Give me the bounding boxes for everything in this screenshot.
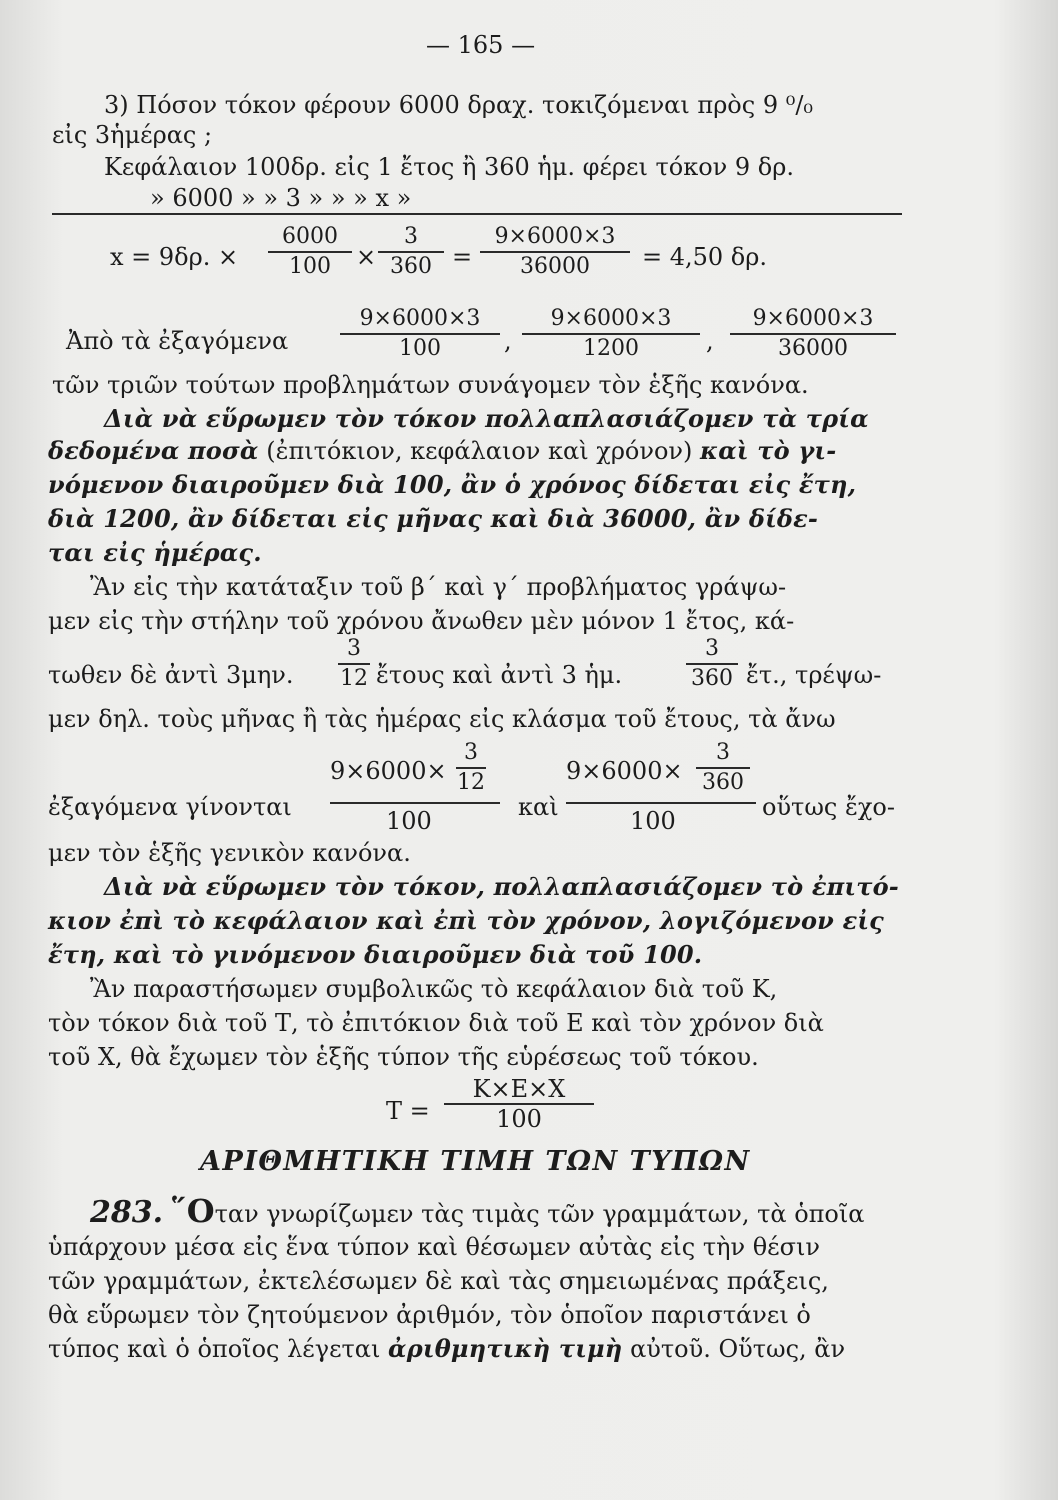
rule1-line-1: Διὰ νὰ εὕρωμεν τὸν τόκον πολλαπλασιάζομεν τὰ τρία — [104, 404, 869, 433]
condition-line: » 6000 » » 3 » » » x » — [150, 184, 412, 212]
para3-line-2: τὸν τόκον διὰ τοῦ Τ, τὸ ἐπιτόκιον διὰ τοῦ Ε καὶ τὸν χρόνον διὰ — [48, 1009, 824, 1037]
para3-line-1: Ἂν παραστήσωμεν συμβολικῶς τὸ κεφάλαιον διὰ τοῦ Κ, — [90, 975, 778, 1003]
para2-fraction-days: 3 360 — [686, 636, 738, 692]
para2-line-2: μεν εἰς τὴν στήλην τοῦ χρόνου ἄνωθεν μὲν μόνον 1 ἔτος, κά- — [48, 607, 795, 635]
comma-2: , — [706, 327, 714, 355]
separator-rule — [52, 213, 902, 215]
rule1-line-4: διὰ 1200, ἂν δίδεται εἰς μῆνας καὶ διὰ 36000, ἂν δίδε- — [48, 504, 819, 533]
interest-formula: Κ×Ε×Χ 100 — [444, 1076, 594, 1132]
results-line-2: τῶν τριῶν τούτων προβλημάτων συνάγομεν τὸν ἑξῆς κανόνα. — [52, 371, 809, 399]
equation-equals: = — [452, 243, 473, 271]
page-number: — 165 — — [426, 31, 536, 59]
comma-1: , — [504, 327, 512, 355]
given-line: Κεφάλαιον 100δρ. εἰς 1 ἔτος ἢ 360 ἡμ. φέρει τόκον 9 δρ. — [104, 153, 794, 181]
equation-fraction-2: 3 360 — [378, 224, 444, 280]
section-heading: ΑΡΙΘΜΗΤΙΚΗ ΤΙΜΗ ΤΩΝ ΤΥΠΩΝ — [200, 1146, 751, 1177]
equation-times: × — [356, 243, 377, 271]
equation-result: = 4,50 δρ. — [642, 243, 767, 271]
para2-line-4: μεν δηλ. τοὺς μῆνας ἢ τὰς ἡμέρας εἰς κλάσμα τοῦ ἔτους, τὰ ἄνω — [48, 705, 836, 733]
para2-and: καὶ — [518, 793, 559, 821]
result-fraction-1: 9×6000×3 100 — [340, 306, 500, 362]
equation-lhs: x = 9δρ. × — [110, 243, 239, 271]
rule1-line-3: νόμενον διαιροῦμεν διὰ 100, ἂν ὁ χρόνος δίδεται εἰς ἔτη, — [48, 470, 857, 499]
result-fraction-2: 9×6000×3 1200 — [522, 306, 700, 362]
para2-expressions-tail: οὕτως ἔχο- — [762, 793, 895, 821]
para2-line-3a: τωθεν δὲ ἀντὶ 3μην. — [48, 661, 294, 689]
para2-line-6: μεν τὸν ἑξῆς γενικὸν κανόνα. — [48, 839, 411, 867]
equation-fraction-3: 9×6000×3 36000 — [480, 224, 630, 280]
section-283-line-1: 283. ῞Οταν γνωρίζωμεν τὰς τιμὰς τῶν γραμμάτων, τὰ ὁποῖα — [90, 1192, 865, 1230]
compound-fraction-1: 9×6000× 3 12 100 — [330, 740, 500, 840]
formula-lhs: Τ = — [386, 1097, 430, 1125]
equation-fraction-1: 6000 100 — [268, 224, 352, 280]
result-fraction-3: 9×6000×3 36000 — [730, 306, 896, 362]
para2-line-3c: ἔτ., τρέψω- — [746, 661, 882, 689]
section-283-line-2: ὑπάρχουν μέσα εἰς ἕνα τύπον καὶ θέσωμεν αὐτὰς εἰς τὴν θέσιν — [48, 1233, 820, 1261]
para2-line-1: Ἂν εἰς τὴν κατάταξιν τοῦ β΄ καὶ γ΄ προβλήματος γράψω- — [90, 573, 787, 601]
drop-letter: ῞Ο — [170, 1192, 215, 1230]
question-line-1: 3) Πόσον τόκον φέρουν 6000 δραχ. τοκιζόμεναι πρὸς 9 ⁰/₀ — [104, 91, 814, 119]
para2-fraction-months: 3 12 — [340, 636, 368, 691]
term-arithmetic-value: ἀριθμητικὴ τιμὴ — [388, 1334, 623, 1363]
para2-expressions-intro: ἐξαγόμενα γίνονται — [48, 793, 292, 821]
rule1-line-5: ται εἰς ἡμέρας. — [48, 538, 262, 567]
section-283-line-3: τῶν γραμμάτων, ἐκτελέσωμεν δὲ καὶ τὰς σημειωμένας πράξεις, — [48, 1267, 829, 1295]
rule2-line-2: κιον ἐπὶ τὸ κεφάλαιον καὶ ἐπὶ τὸν χρόνον, λογιζόμενον εἰς — [48, 906, 884, 935]
section-number: 283. — [90, 1195, 164, 1230]
section-283-line-5: τύπος καὶ ὁ ὁποῖος λέγεται ἀριθμητικὴ τιμὴ αὐτοῦ. Οὕτως, ἂν — [48, 1334, 846, 1363]
question-line-2: εἰς 3ἡμέρας ; — [52, 121, 213, 149]
results-intro: Ἀπὸ τὰ ἐξαγόμενα — [66, 327, 289, 355]
para2-line-3b: ἔτους καὶ ἀντὶ 3 ἡμ. — [376, 661, 623, 689]
para3-line-3: τοῦ Χ, θὰ ἔχωμεν τὸν ἑξῆς τύπον τῆς εὑρέσεως τοῦ τόκου. — [48, 1043, 759, 1071]
section-283-line-4: θὰ εὕρωμεν τὸν ζητούμενον ἀριθμόν, τὸν ὁποῖον παριστάνει ὁ — [48, 1301, 811, 1329]
rule1-line-2: δεδομένα ποσὰ (ἐπιτόκιον, κεφάλαιον καὶ χρόνον) καὶ τὸ γι- — [48, 436, 837, 465]
compound-fraction-2: 9×6000× 3 360 100 — [566, 740, 756, 840]
rule2-line-1: Διὰ νὰ εὕρωμεν τὸν τόκον, πολλαπλασιάζομεν τὸ ἐπιτό- — [104, 872, 899, 901]
rule2-line-3: ἔτη, καὶ τὸ γινόμενον διαιροῦμεν διὰ τοῦ 100. — [48, 940, 703, 969]
